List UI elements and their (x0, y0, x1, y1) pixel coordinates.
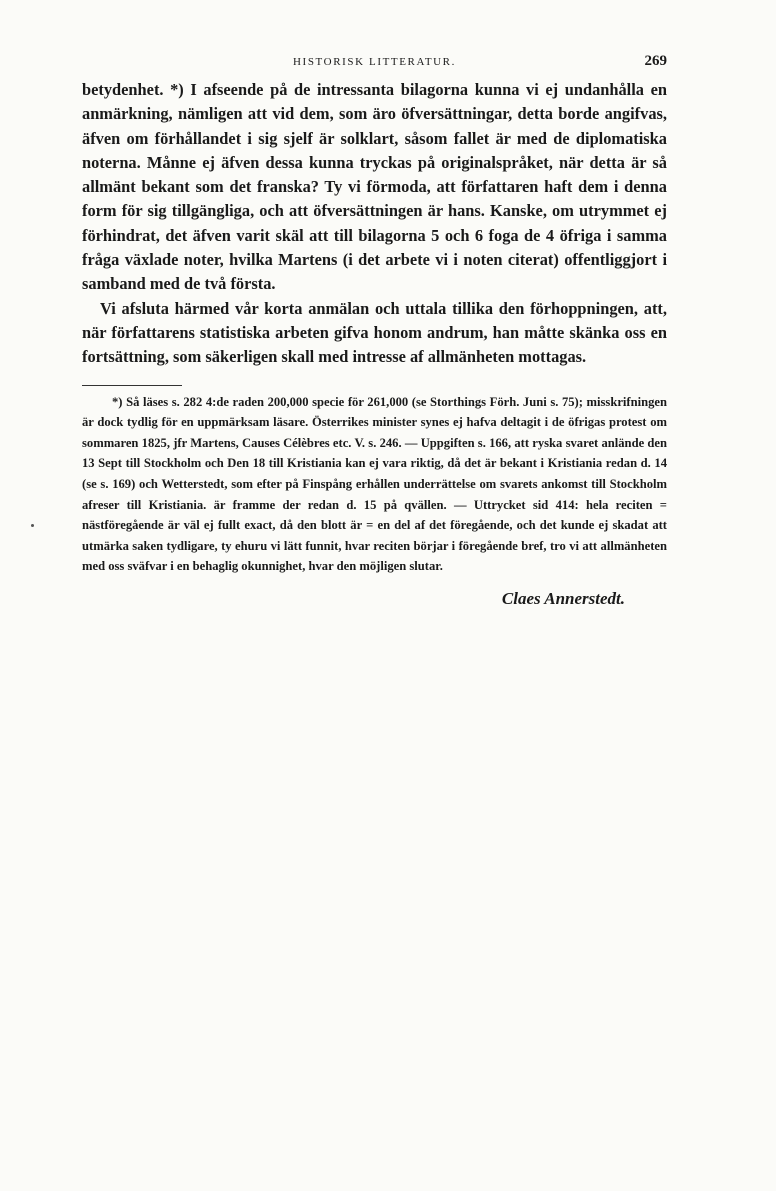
paragraph-2: Vi afsluta härmed vår korta anmälan och uttala tillika den förhoppningen, att, när författarens statistiska arbeten gifva honom andrum, han måtte skänka oss en fortsättning, som säkerligen skall med intresse af allmänheten mottagas. (82, 298, 667, 367)
main-text (82, 78, 667, 370)
footnote (82, 392, 667, 577)
margin-speck (31, 524, 34, 527)
running-title: HISTORISK LITTERATUR. (293, 56, 456, 68)
page (82, 52, 667, 609)
footnote-rule (82, 385, 182, 386)
running-head (82, 52, 667, 74)
paragraph-1: betydenhet. *) I afseende på de intressanta bilagorna kunna vi ej undanhålla en anmärkning, nämligen att vid dem, som äro öfversättningar, detta borde angifvas, äfven om förhållandet i sig sjelf är solklart, såsom fallet är med de diplomatiska noterna. Månne ej äfven dessa kunna tryckas på originalspråket, när detta är så allmänt bekant som det franska? Ty vi förmoda, att författaren haft dem i denna form för sig tillgängliga, och att öfversättningen är hans. Kanske, om utrymmet ej förhindrat, det äfven varit skäl att till bilagorna 5 och 6 foga de 4 öfriga i samma fråga växlade noter, hvilka Martens (i det arbete vi i noten citerat) offentliggjort i samband med de två första. (82, 80, 667, 294)
footnote-text: *) Så läses s. 282 4:de raden 200,000 specie för 261,000 (se Storthings Förh. Juni s. 75); misskrifningen är dock tydlig för en uppmärksam läsare. Österrikes minister synes ej hafva deltagit i de öfrigas protest om sommaren 1825, jfr Martens, Causes Célèbres etc. V. s. 246. — Uppgiften s. 166, att ryska svaret anlände den 13 Sept till Stockholm och Den 18 till Kristiania kan ej vara riktig, då det är bekant i Kristiania redan d. 14 (se s. 169) och Wetterstedt, som efter på Finspång erhållen underrättelse om svarets ankomst till Stockholm afreser till Kristiania. är framme der redan d. 15 på qvällen. — Uttrycket sid 414: hela reciten = nästföregående är väl ej fullt exact, då den blott är = en del af det föregående, och det kunde ej skadat att utmärka saken tydligare, ty ehuru vi lätt funnit, hvar reciten börjar i föregående bref, tro vi att allmänheten med oss sväfvar i en behaglig okunnighet, hvar den möjligen slutar. (82, 394, 667, 574)
author-signature: Claes Annerstedt. (501, 588, 625, 608)
page-number: 269 (644, 53, 667, 69)
